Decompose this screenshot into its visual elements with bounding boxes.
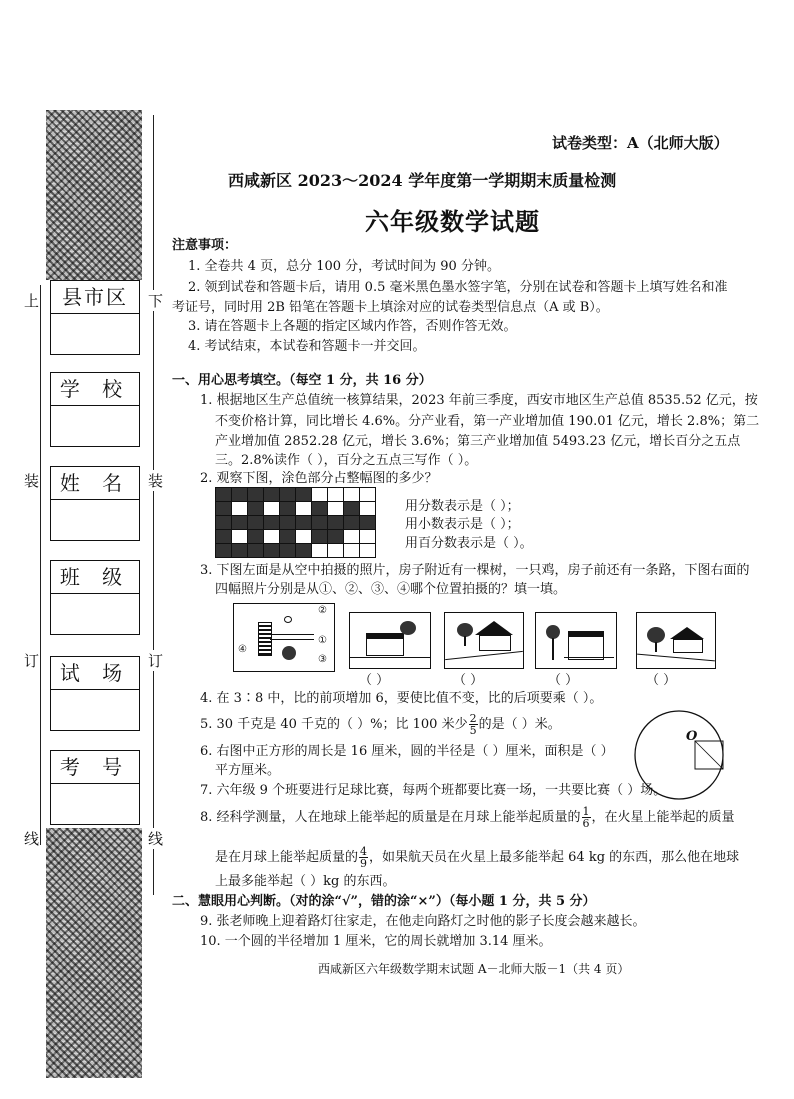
fraction-denominator: 6	[582, 817, 590, 830]
question-text: 4. 在 3∶8 中，比的前项增加 6，要使比值不变，比的后项要乘（ ）。	[200, 691, 603, 706]
grid-cell-shaded	[232, 488, 247, 501]
grid-cell-shaded	[216, 488, 231, 501]
position-marker: ①	[318, 635, 327, 646]
fraction	[582, 806, 591, 829]
exam-room-field[interactable]	[50, 656, 140, 731]
position-marker: ③	[318, 654, 327, 665]
question-text: 的是（ ）米。	[478, 717, 561, 732]
binding-char-left: 线	[24, 830, 40, 848]
grid-cell-shaded	[280, 502, 295, 515]
grid-cell	[312, 488, 327, 501]
question-text: 不变价格计算，同比增长 4.6%。分产业看，第一产业增加值 190.01 亿元，增长 2.8%；第二	[215, 414, 760, 429]
grid-cell-shaded	[248, 516, 263, 529]
grid-cell	[296, 530, 311, 543]
position-marker: ④	[238, 644, 247, 655]
notice-item: 4. 考试结束，本试卷和答题卡一并交回。	[188, 339, 426, 354]
grid-cell-shaded	[216, 516, 231, 529]
grid-cell	[344, 488, 359, 501]
tree-trunk	[655, 642, 657, 652]
notice-item: 2. 领到试卷和答题卡后，请用 0.5 毫米黑色墨水签字笔，分别在试卷和答题卡上填写姓名和准	[188, 280, 728, 295]
grid-cell	[312, 544, 327, 557]
binding-char-right: 装	[148, 472, 164, 490]
question-text: 2. 观察下图，涂色部分占整幅图的多少？	[200, 471, 438, 486]
county-field[interactable]	[50, 280, 140, 355]
binding-char-left: 装	[24, 472, 40, 490]
fraction-numerator: 4	[360, 845, 368, 858]
grid-cell-shaded	[232, 516, 247, 529]
binding-char-right: 线	[148, 830, 164, 848]
answer-blank[interactable]: （ ）	[646, 673, 677, 688]
grid-cell-shaded	[248, 544, 263, 557]
grid-cell-shaded	[280, 530, 295, 543]
question-text: 平方厘米。	[215, 763, 281, 778]
question-text: 6. 右图中正方形的周长是 16 厘米，圆的半径是（ ）厘米，面积是（ ）	[200, 744, 614, 759]
field-label: 姓 名	[51, 467, 139, 500]
name-field[interactable]	[50, 466, 140, 541]
page-title: 六年级数学试题	[365, 207, 540, 236]
question-text: 9. 张老师晚上迎着路灯往家走，在他走向路灯之时他的影子长度会越来越长。	[200, 914, 646, 929]
field-label: 试 场	[51, 657, 139, 690]
grid-cell-shaded	[328, 530, 343, 543]
question-text: 1. 根据地区生产总值统一核算结果，2023 年前三季度，西安市地区生产总值 8535.52 亿元，按	[200, 393, 758, 408]
grid-cell-shaded	[280, 488, 295, 501]
photo-view	[349, 612, 431, 669]
field-label: 考 号	[51, 751, 139, 784]
tree-icon	[647, 627, 665, 643]
field-label: 学 校	[51, 373, 139, 406]
exam-title: 西咸新区 2023～2024 学年度第一学期期末质量检测	[228, 171, 617, 190]
grid-cell-shaded	[360, 516, 375, 529]
grid-cell-shaded	[312, 516, 327, 529]
grid-cell-shaded	[296, 516, 311, 529]
exam-number-field[interactable]	[50, 750, 140, 825]
binding-char-right: 订	[148, 652, 164, 670]
fraction-denominator: 9	[360, 857, 368, 870]
section-title: 一、用心思考填空。（每空 1 分，共 16 分）	[172, 373, 432, 388]
grid-cell-shaded	[328, 516, 343, 529]
grid-cell	[232, 502, 247, 515]
grid-cell	[264, 530, 279, 543]
binding-pattern-bottom	[46, 828, 142, 1078]
question-text: 7. 六年级 9 个班要进行足球比赛，每两个班都要比赛一场，一共要比赛（ ）场。	[200, 783, 667, 798]
grid-cell	[264, 502, 279, 515]
answer-line: 用百分数表示是（ ）。	[405, 536, 533, 551]
tree-trunk	[464, 636, 466, 646]
grid-cell-shaded	[248, 530, 263, 543]
shaded-grid	[215, 487, 376, 558]
grid-cell-shaded	[216, 502, 231, 515]
photo-view	[444, 612, 524, 669]
grid-cell-shaded	[264, 488, 279, 501]
grid-cell	[360, 530, 375, 543]
fraction	[359, 846, 368, 869]
fraction-numerator: 1	[582, 805, 590, 818]
question-text: ，如果航天员在火星上最多能举起 64 kg 的东西，那么他在地球	[369, 850, 740, 865]
tree-icon	[546, 625, 560, 639]
grid-cell-shaded	[232, 544, 247, 557]
grid-cell-shaded	[312, 530, 327, 543]
tree-icon	[400, 621, 416, 635]
grid-cell	[328, 544, 343, 557]
notice-item: 考证号，同时用 2B 铅笔在答题卡上填涂对应的试卷类型信息点（A 或 B）。	[172, 300, 609, 315]
house-icon	[568, 631, 604, 660]
road-line	[564, 657, 614, 658]
photo-view	[535, 612, 617, 669]
binding-line-left	[40, 285, 41, 845]
answer-blank[interactable]: （ ）	[453, 673, 484, 688]
question-text: 四幅照片分别是从①、②、③、④哪个位置拍摄的？填一填。	[215, 582, 567, 597]
grid-cell	[344, 530, 359, 543]
notice-item: 1. 全卷共 4 页，总分 100 分，考试时间为 90 分钟。	[188, 259, 500, 274]
grid-cell-shaded	[296, 544, 311, 557]
tree-trunk	[552, 638, 554, 660]
question-text: 上最多能举起（ ）kg 的东西。	[215, 874, 396, 889]
notice-item: 3. 请在答题卡上各题的指定区域内作答，否则作答无效。	[188, 319, 517, 334]
grid-cell-shaded	[264, 516, 279, 529]
diagonal-line	[695, 741, 723, 769]
grid-cell-shaded	[216, 530, 231, 543]
field-label: 班 级	[51, 561, 139, 594]
grid-cell	[344, 544, 359, 557]
question-text: 产业增加值 2852.28 亿元，增长 3.6%；第三产业增加值 5493.23 亿元，增长百分之五点	[215, 434, 741, 449]
chicken-icon	[284, 616, 292, 623]
answer-line: 用小数表示是（ ）；	[405, 517, 520, 532]
tree-icon	[457, 623, 473, 637]
question-text: 是在月球上能举起质量的	[215, 850, 359, 865]
binding-char-left: 订	[24, 652, 40, 670]
answer-blank[interactable]: （ ）	[359, 673, 390, 688]
road-icon	[270, 634, 314, 640]
roof-icon	[475, 621, 513, 635]
section-title: 二、慧眼用心判断。（对的涂“√”，错的涂“×”）（每小题 1 分，共 5 分）	[172, 894, 596, 909]
grid-cell-shaded	[280, 544, 295, 557]
grid-cell-shaded	[248, 502, 263, 515]
question-8-line-1	[200, 806, 735, 829]
binding-line	[153, 115, 154, 895]
question-text: 3. 下图左面是从空中拍摄的照片，房子附近有一棵树，一只鸡，房子前还有一条路，下图右面的	[200, 563, 750, 578]
photo-view	[636, 612, 716, 669]
answer-blank[interactable]: （ ）	[548, 673, 579, 688]
question-text: 10. 一个圆的半径增加 1 厘米，它的周长就增加 3.14 厘米。	[200, 934, 552, 949]
notice-title: 注意事项：	[172, 238, 238, 253]
grid-cell-shaded	[216, 544, 231, 557]
answer-line: 用分数表示是（ ）；	[405, 499, 520, 514]
question-text: 三。2.8%读作（ ），百分之五点三写作（ ）。	[215, 453, 478, 468]
grid-cell-shaded	[296, 488, 311, 501]
house-icon	[673, 639, 703, 653]
grid-cell-shaded	[280, 516, 295, 529]
binding-char-right: 下	[148, 292, 164, 310]
question-text: ，在火星上能举起的质量	[591, 810, 735, 825]
grid-cell-shaded	[264, 544, 279, 557]
binding-pattern-top	[46, 110, 142, 280]
fraction-numerator: 2	[469, 712, 477, 725]
fraction	[469, 713, 478, 736]
field-label: 县市区	[51, 281, 139, 314]
grid-cell-shaded	[312, 502, 327, 515]
grid-cell-shaded	[344, 502, 359, 515]
question-5	[200, 713, 561, 736]
road-line	[445, 651, 523, 660]
roof-icon	[670, 627, 704, 639]
class-field[interactable]	[50, 560, 140, 635]
question-8-line-2	[215, 846, 739, 869]
school-field[interactable]	[50, 372, 140, 447]
grid-cell	[296, 502, 311, 515]
grid-cell	[232, 530, 247, 543]
question-text: 8. 经科学测量，人在地球上能举起的质量是在月球上能举起质量的	[200, 810, 581, 825]
grid-cell-shaded	[344, 516, 359, 529]
ground-line	[350, 657, 430, 658]
road-line	[637, 654, 715, 662]
grid-cell	[360, 488, 375, 501]
grid-cell	[360, 502, 375, 515]
grid-cell	[328, 488, 343, 501]
paper-type: 试卷类型：A（北师大版）	[552, 134, 729, 152]
grid-cell-shaded	[248, 488, 263, 501]
tree-icon	[282, 646, 296, 660]
house-icon	[479, 635, 511, 651]
position-marker: ②	[318, 605, 327, 616]
center-label: O	[686, 729, 698, 744]
house-icon	[366, 633, 404, 656]
fraction-denominator: 5	[469, 724, 477, 737]
grid-cell	[360, 544, 375, 557]
aerial-photo	[233, 603, 335, 672]
question-text: 5. 30 千克是 40 千克的（ ）%；比 100 米少	[200, 717, 468, 732]
binding-char-left: 上	[24, 292, 40, 310]
grid-cell	[328, 502, 343, 515]
page-footer: 西咸新区六年级数学期末试题 A－北师大版－1（共 4 页）	[318, 962, 630, 976]
